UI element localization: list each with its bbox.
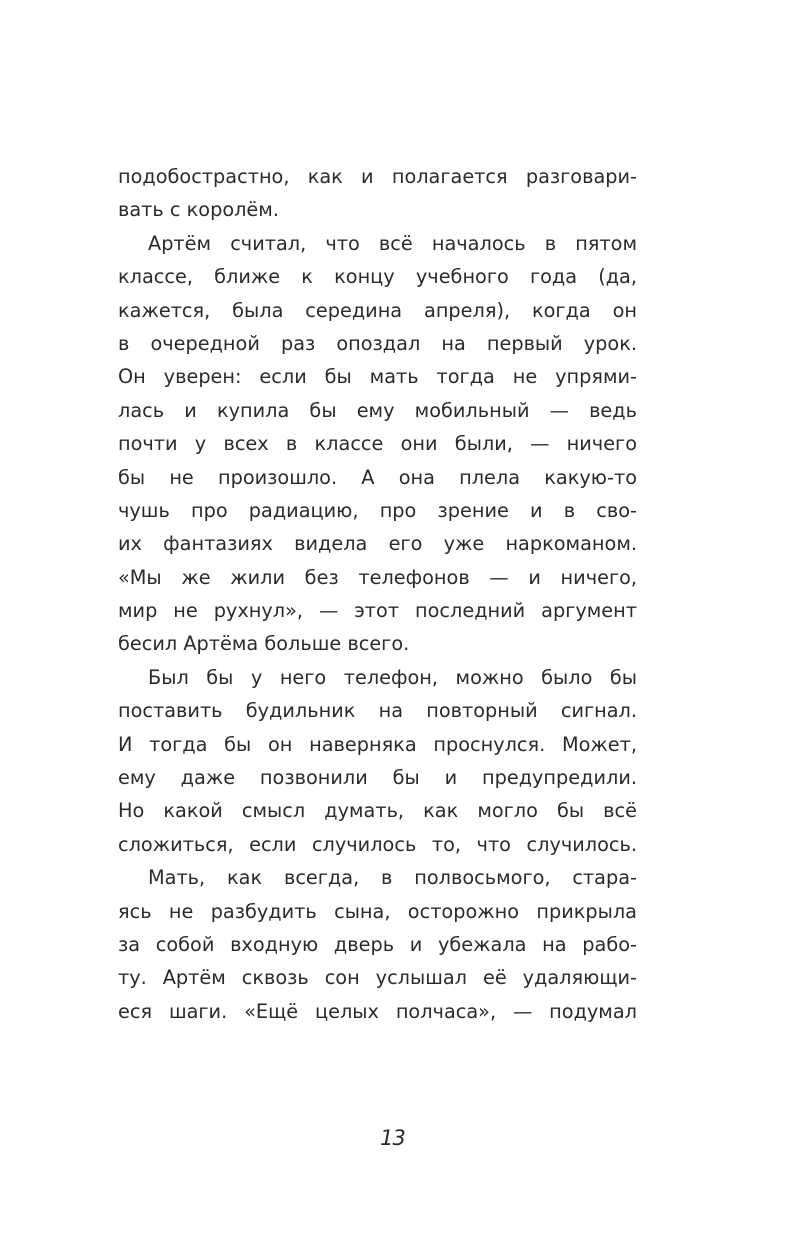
text-line: И тогда бы он наверняка проснулся. Может,	[118, 732, 637, 756]
text-line: классе, ближе к концу учебного года (да,	[118, 265, 637, 289]
text-line: ту. Артём сквозь сон услышал её удаляющи-	[118, 966, 637, 990]
text-line: бы не произошло. А она плела какую-то	[118, 465, 637, 489]
text-line: Он уверен: если бы мать тогда не упрями-	[118, 365, 637, 389]
text-line: за собой входную дверь и убежала на рабо-	[118, 932, 637, 956]
text-line: бесил Артёма больше всего.	[118, 632, 410, 656]
text-line: вать с королём.	[118, 198, 279, 222]
text-line: Был бы у него телефон, можно было бы	[148, 665, 637, 689]
text-line: Артём считал, что всё началось в пятом	[148, 231, 637, 255]
text-line: чушь про радиацию, про зрение и в сво-	[118, 498, 637, 522]
text-line: Но какой смысл думать, как могло бы всё	[118, 799, 637, 823]
text-line: подобострастно, как и полагается разговари-	[118, 165, 637, 188]
text-line: ясь не разбудить сына, осторожно прикрыла	[118, 899, 637, 923]
text-line: еся шаги. «Ещё целых полчаса», — подумал	[118, 999, 637, 1023]
page-number: 13	[380, 1126, 405, 1150]
text-line: «Мы же жили без телефонов — и ничего,	[118, 565, 637, 589]
text-line: кажется, была середина апреля), когда он	[118, 298, 637, 322]
text-line: в очередной раз опоздал на первый урок.	[118, 331, 637, 355]
text-line: мир не рухнул», — этот последний аргумент	[118, 599, 637, 623]
text-line: лась и купила бы ему мобильный — ведь	[118, 398, 637, 422]
text-line: почти у всех в классе они были, — ничего	[118, 432, 637, 456]
text-line: поставить будильник на повторный сигнал.	[118, 699, 637, 723]
body-text	[118, 160, 637, 1028]
text-line: сложиться, если случилось то, что случилось.	[118, 832, 637, 856]
text-line: ему даже позвонили бы и предупредили.	[118, 766, 637, 790]
text-line: их фантазиях видела его уже наркоманом.	[118, 532, 637, 556]
text-line: Мать, как всегда, в полвосьмого, стара-	[148, 866, 637, 890]
